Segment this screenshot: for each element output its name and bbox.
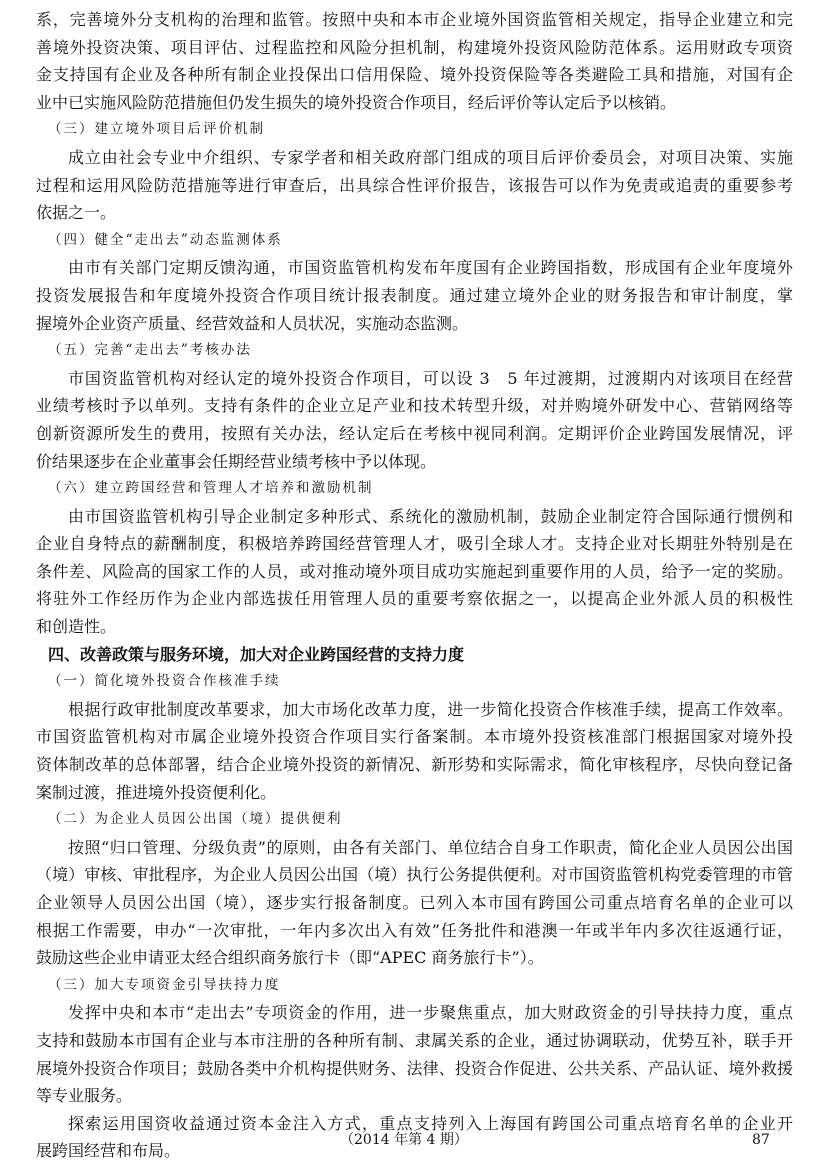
text-line: 企业自身特点的薪酬制度，积极培养跨国经营管理人才，吸引全球人才。支持企业对长期驻外特别是在 [36, 534, 793, 554]
text-line: 价结果逐步在企业董事会任期经营业绩考核中予以体现。 [36, 451, 437, 471]
text-line: 依据之一。 [36, 203, 117, 223]
document-body [36, 6, 793, 1165]
text-line: 和创造性。 [36, 617, 117, 637]
text-line: 条件差、风险高的国家工作的人员，或对推动境外项目成功实施起到重要作用的人员，给予一定的奖励。 [36, 561, 793, 581]
paragraph-first-line: 按照“归口管理、分级负责”的原则，由各有关部门、单位结合自身工作职责，简化企业人员因公出国 [68, 837, 793, 857]
issue-label: （2014 年第 4 期） [340, 1132, 468, 1148]
text-line: 创新资源所发生的费用，按照有关办法，经认定后在考核中视同利润。定期评价企业跨国发展情况，评 [36, 423, 793, 443]
subsection-heading: （二）为企业人员因公出国（境）提供便利 [48, 811, 343, 828]
paragraph-first-line: 由市有关部门定期反馈沟通，市国资监管机构发布年度国有企业跨国指数，形成国有企业年度境外 [68, 258, 793, 278]
text-line: 鼓励这些企业申请亚太经合组织商务旅行卡（即“APEC 商务旅行卡”）。 [36, 948, 544, 968]
text-line: 金支持国有企业及各种所有制企业投保出口信用保险、境外投资保险等各类避险工具和措施，对国有企 [36, 65, 793, 85]
text-line: 业绩考核时予以单列。支持有条件的企业立足产业和技术转型升级，对并购境外研发中心、营销网络等 [36, 396, 793, 416]
paragraph-first-line: 根据行政审批制度改革要求，加大市场化改革力度，进一步简化投资合作核准手续，提高工作效率。 [68, 699, 793, 719]
page-number: 87 [752, 1132, 770, 1148]
text-line: 展跨国经营和布局。 [36, 1141, 181, 1161]
paragraph-first-line: 市国资监管机构对经认定的境外投资合作项目，可以设 3 5 年过渡期，过渡期内对该项目在经营 [68, 368, 793, 388]
subsection-heading: （四）健全“走出去”动态监测体系 [48, 231, 283, 248]
paragraph-first-line: 由市国资监管机构引导企业制定多种形式、系统化的激励机制，鼓励企业制定符合国际通行惯例和 [68, 506, 793, 526]
text-line: 系，完善境外分支机构的治理和监管。按照中央和本市企业境外国资监管相关规定，指导企业建立和完 [36, 10, 793, 29]
text-line: 将驻外工作经历作为企业内部选拔任用管理人员的重要考察依据之一，以提高企业外派人员的积极性 [36, 589, 793, 609]
subsection-heading: （三）加大专项资金引导扶持力度 [48, 976, 281, 993]
text-line: 案制过渡，推进境外投资便利化。 [36, 782, 277, 802]
paragraph-first-line: 成立由社会专业中介组织、专家学者和相关政府部门组成的项目后评价委员会，对项目决策、实施 [68, 147, 793, 167]
text-line: 投资发展报告和年度境外投资合作项目统计报表制度。通过建立境外企业的财务报告和审计制度，掌 [36, 285, 793, 305]
text-line: 支持和鼓励本市国有企业与本市注册的各种所有制、隶属关系的企业，通过协调联动，优势互补，联手开 [36, 1030, 793, 1050]
text-line: 资体制改革的总体部署，结合企业境外投资的新情况、新形势和实际需求，简化审核程序，尽快向登记备 [36, 755, 793, 775]
text-line: 企业领导人员因公出国（境），逐步实行报备制度。已列入本市国有跨国公司重点培育名单的企业可以 [36, 893, 793, 912]
subsection-heading: （五）完善“走出去”考核办法 [48, 342, 252, 359]
text-line: 握境外企业资产质量、经营效益和人员状况，实施动态监测。 [36, 313, 469, 333]
text-line: 等专业服务。 [36, 1086, 133, 1106]
subsection-heading: （六）建立跨国经营和管理人才培养和激励机制 [48, 480, 374, 497]
text-line: （境）审核、审批程序，为企业人员因公出国（境）执行公务提供便利。对市国资监管机构党委管理的市管 [36, 865, 793, 885]
text-line: 过程和运用风险防范措施等进行审查后，出具综合性评价报告，该报告可以作为免责或追责的重要参考 [36, 175, 793, 195]
text-line: 市国资监管机构对市属企业境外投资合作项目实行备案制。本市境外投资核准部门根据国家对境外投 [36, 727, 793, 747]
text-line: 业中已实施风险防范措施但仍发生损失的境外投资合作项目，经后评价等认定后予以核销。 [36, 92, 677, 112]
text-line: 展境外投资合作项目；鼓励各类中介机构提供财务、法律、投资合作促进、公共关系、产品认证、境外救援 [36, 1058, 793, 1078]
section-heading: 四、改善政策与服务环境，加大对企业跨国经营的支持力度 [48, 644, 465, 664]
text-line: 根据工作需要，申办“一次审批，一年内多次出入有效”任务批件和港澳一年或半年内多次往返通行证， [36, 920, 793, 940]
subsection-heading: （一）简化境外投资合作核准手续 [48, 673, 281, 690]
paragraph-first-line: 发挥中央和本市“走出去”专项资金的作用，进一步聚焦重点，加大财政资金的引导扶持力度，重点 [68, 1003, 793, 1023]
text-line: 善境外投资决策、项目评估、过程监控和风险分担机制，构建境外投资风险防范体系。运用财政专项资 [36, 37, 793, 57]
page-footer [0, 1128, 827, 1152]
paragraph-first-line: 探索运用国资收益通过资本金注入方式，重点支持列入上海国有跨国公司重点培育名单的企业开 [68, 1113, 793, 1133]
subsection-heading: （三）建立境外项目后评价机制 [48, 121, 265, 138]
